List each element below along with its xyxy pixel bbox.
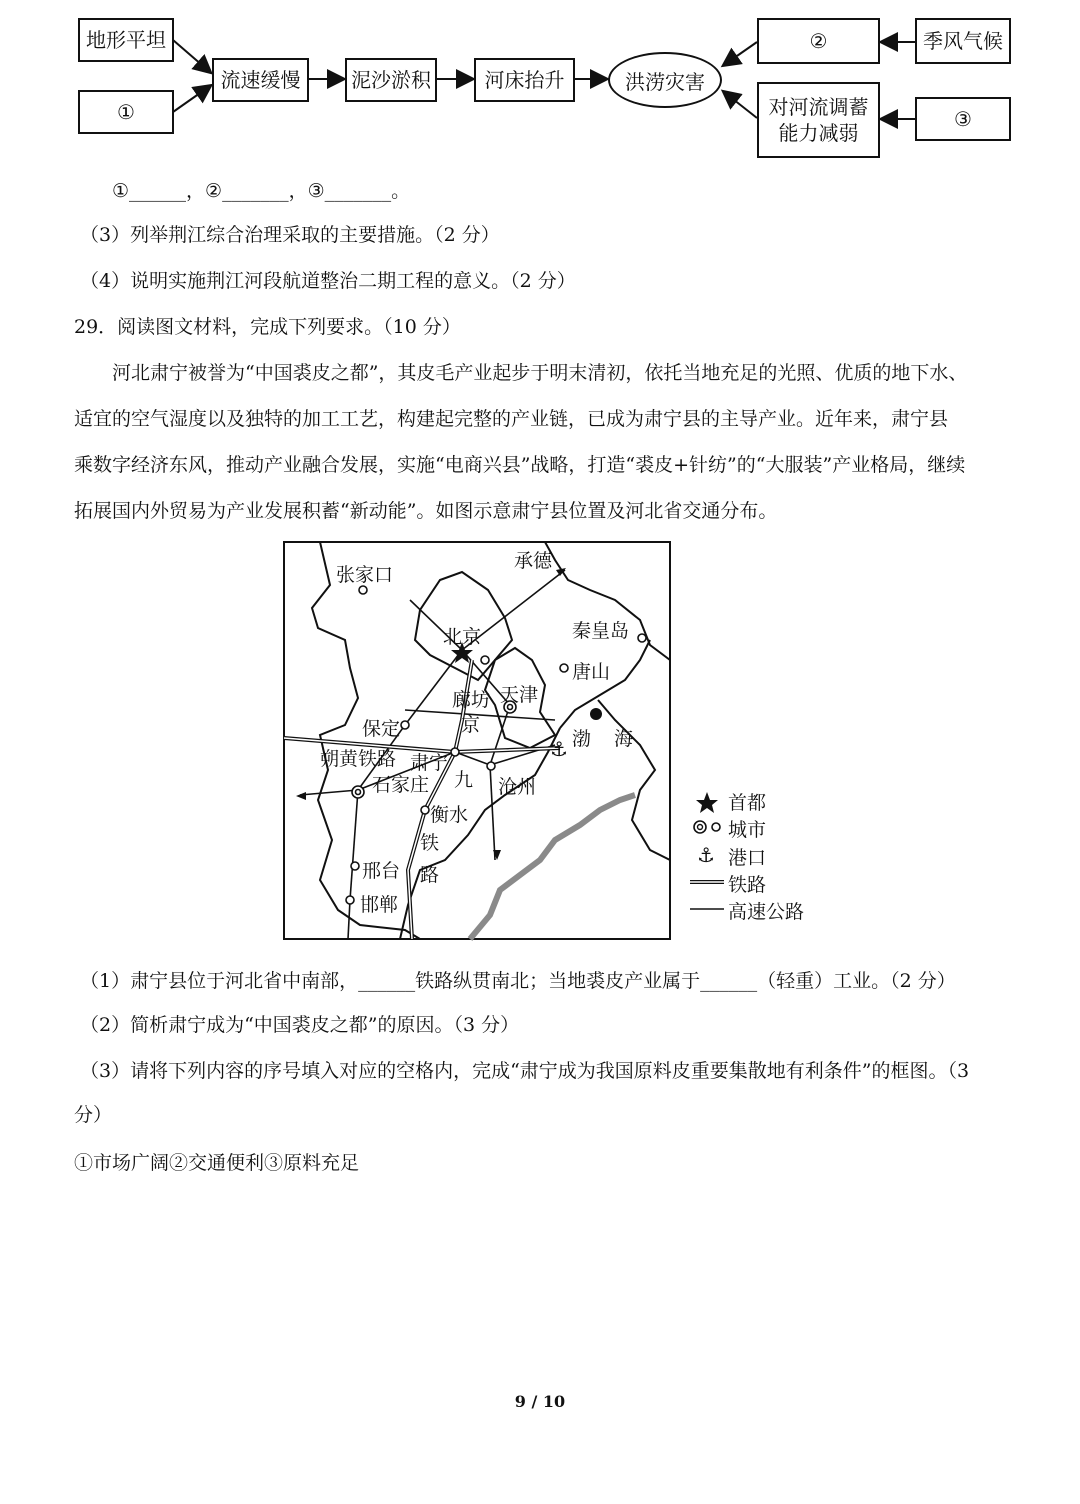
label-tianjin: 天津 — [500, 684, 539, 706]
q29-paragraph-line-4: 拓展国内外贸易为产业发展积蓄“新动能”。如图示意肃宁县位置及河北省交通分布。 — [74, 500, 778, 522]
q29-paragraph-line-1: 河北肃宁被誉为“中国裘皮之都”，其皮毛产业起步于明末清初，依托当地充足的光照、优质的地下水、 — [112, 362, 968, 384]
q29-question-3-line-1: （3）请将下列内容的序号填入对应的空格内，完成“肃宁成为我国原料皮重要集散地有利条件”的框图。（3 — [80, 1060, 970, 1082]
q28-question-4: （4）说明实施荆江河段航道整治二期工程的意义。（2 分） — [80, 270, 576, 292]
box-terrain: 地形平坦 — [78, 18, 174, 62]
q29-paragraph-line-3: 乘数字经济东风，推动产业融合发展，实施“电商兴县”战略，打造“裘皮+针纺”的“大服装”产业格局，继续 — [74, 454, 966, 476]
legend-star-icon — [696, 792, 718, 813]
label-beijing: 北京 — [443, 626, 482, 648]
label-bo: 渤 — [572, 728, 592, 750]
legend-railway: 铁路 — [728, 874, 767, 896]
legend-capital: 首都 — [728, 792, 767, 814]
label-suning: 肃宁 — [410, 752, 449, 774]
q29-question-2: （2）简析肃宁成为“中国裘皮之都”的原因。（3 分） — [80, 1014, 520, 1036]
label-shijiazhuang: 石家庄 — [372, 774, 430, 796]
box-regulate: 对河流调蓄能力减弱 — [757, 82, 880, 158]
label-cangzhou: 沧州 — [498, 776, 537, 798]
label-tangshan: 唐山 — [572, 661, 611, 683]
legend-city: 城市 — [728, 819, 767, 841]
legend-anchor-icon: ⚓ — [697, 843, 715, 867]
label-langfang: 廊坊 — [452, 689, 491, 711]
label-chengde: 承德 — [514, 550, 553, 572]
label-xingtai: 邢台 — [362, 860, 401, 882]
label-qinhuangdao: 秦皇岛 — [572, 620, 630, 642]
label-tie: 铁 — [420, 832, 440, 854]
label-jiu: 九 — [454, 769, 474, 791]
page-number: 9 / 10 — [514, 1392, 566, 1411]
label-baoding: 保定 — [362, 718, 401, 740]
q28-question-3: （3）列举荆江综合治理采取的主要措施。（2 分） — [80, 224, 500, 246]
legend-port: 港口 — [728, 847, 767, 869]
box-blank-3: ③ — [915, 97, 1011, 141]
q29-paragraph-line-2: 适宜的空气湿度以及独特的加工工艺，构建起完整的产业链，已成为肃宁县的主导产业。近年来，肃宁县 — [74, 408, 949, 430]
box-riverbed: 河床抬升 — [474, 58, 575, 102]
box-silt: 泥沙淤积 — [345, 58, 437, 102]
label-hai: 海 — [614, 728, 634, 750]
label-shuohuang-railway: 朔黄铁路 — [320, 748, 397, 770]
port-anchor-icon: ⚓ — [550, 737, 568, 761]
label-hengshui: 衡水 — [430, 804, 469, 826]
label-zhangjiakou: 张家口 — [336, 564, 394, 586]
box-blank-1: ① — [78, 90, 174, 134]
label-jing: 京 — [461, 714, 481, 736]
q29-question-3-line-2: 分） — [74, 1104, 113, 1126]
legend-highway: 高速公路 — [728, 901, 805, 923]
q29-title: 29．阅读图文材料，完成下列要求。（10 分） — [74, 316, 461, 338]
q28-fill-blanks: ①______，②_______，③_______。 — [112, 180, 411, 202]
ellipse-flood: 洪涝灾害 — [608, 52, 722, 108]
box-monsoon: 季风气候 — [915, 18, 1011, 64]
q29-question-1: （1）肃宁县位于河北省中南部，______铁路纵贯南北；当地裘皮产业属于______（轻重）工业。（2 分） — [80, 970, 956, 992]
box-blank-2: ② — [757, 18, 880, 64]
box-slow-flow: 流速缓慢 — [212, 58, 309, 102]
q29-options: ①市场广阔②交通便利③原料充足 — [74, 1152, 360, 1174]
label-lu: 路 — [420, 864, 440, 886]
label-handan: 邯郸 — [360, 894, 399, 916]
